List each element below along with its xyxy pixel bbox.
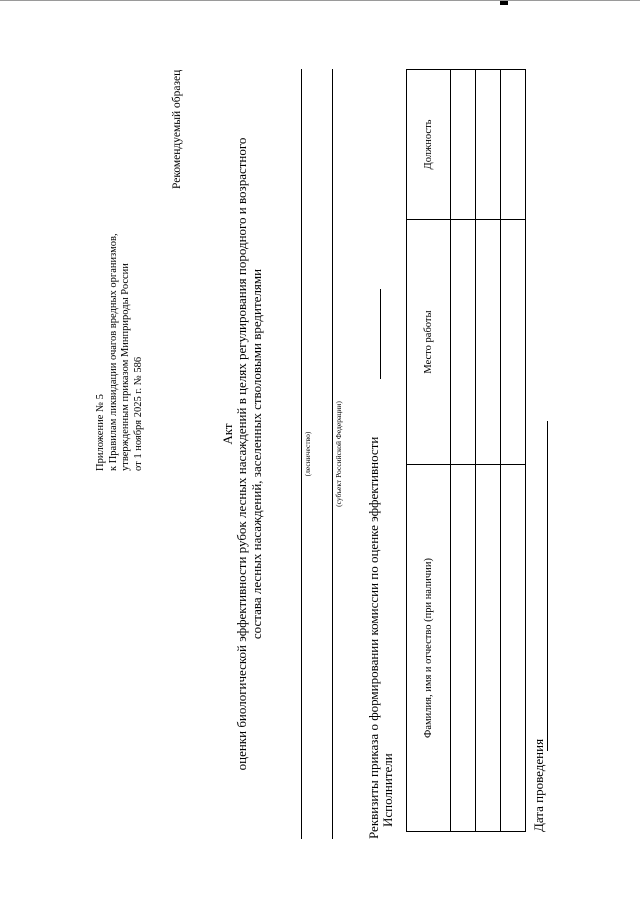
date-fill-line xyxy=(547,421,548,751)
table-row xyxy=(501,70,526,832)
appendix-header xyxy=(95,71,145,471)
sample-label: Рекомендуемый образец xyxy=(171,69,183,189)
appendix-rules-ref: к Правилам ликвидации очагов вредных организмов, xyxy=(107,233,119,471)
table-cell[interactable] xyxy=(501,220,526,465)
table-header-row xyxy=(407,70,451,832)
performers-label: Исполнители xyxy=(380,753,395,827)
header-workplace: Место работы xyxy=(407,220,451,465)
rotated-form-body xyxy=(95,29,546,879)
table-cell[interactable] xyxy=(476,220,501,465)
act-subtitle-line-2: состава лесных насаждений, заселенных стволовыми вредителями xyxy=(248,268,264,640)
table-cell[interactable] xyxy=(501,70,526,220)
table-cell[interactable] xyxy=(451,70,476,220)
table-cell[interactable] xyxy=(476,70,501,220)
appendix-order-date: от 1 ноября 2025 г. № 586 xyxy=(132,356,144,471)
table-cell[interactable] xyxy=(451,220,476,465)
act-subtitle xyxy=(235,69,264,839)
region-caption: (субъект Российской Федерации) xyxy=(334,401,343,507)
forestry-fill-line xyxy=(301,69,302,839)
header-position: Должность xyxy=(407,70,451,220)
act-subtitle-line-1: оценки биологической эффективности рубок лесных насаждений в целях регулирования породного и возрастного xyxy=(234,137,249,771)
appendix-number: Приложение № 5 xyxy=(95,394,106,471)
scan-edge-mark xyxy=(500,1,508,5)
table-cell[interactable] xyxy=(501,465,526,832)
header-full-name: Фамилия, имя и отчество (при наличии) xyxy=(407,465,451,832)
order-requisites-fill-line xyxy=(380,289,381,379)
table-row xyxy=(451,70,476,832)
appendix-order-ref: утвержденным приказом Минприроды России xyxy=(120,263,131,471)
table-cell[interactable] xyxy=(476,465,501,832)
table-row xyxy=(476,70,501,832)
table-cell[interactable] xyxy=(451,465,476,832)
forestry-caption: (лесничество) xyxy=(303,431,312,477)
date-label: Дата проведения xyxy=(531,738,546,832)
order-requisites-label: Реквизиты приказа о формировании комиссии по оценке эффективности xyxy=(366,436,381,839)
region-fill-line xyxy=(332,69,333,839)
performers-table xyxy=(406,69,526,832)
act-title: Акт xyxy=(220,423,235,445)
